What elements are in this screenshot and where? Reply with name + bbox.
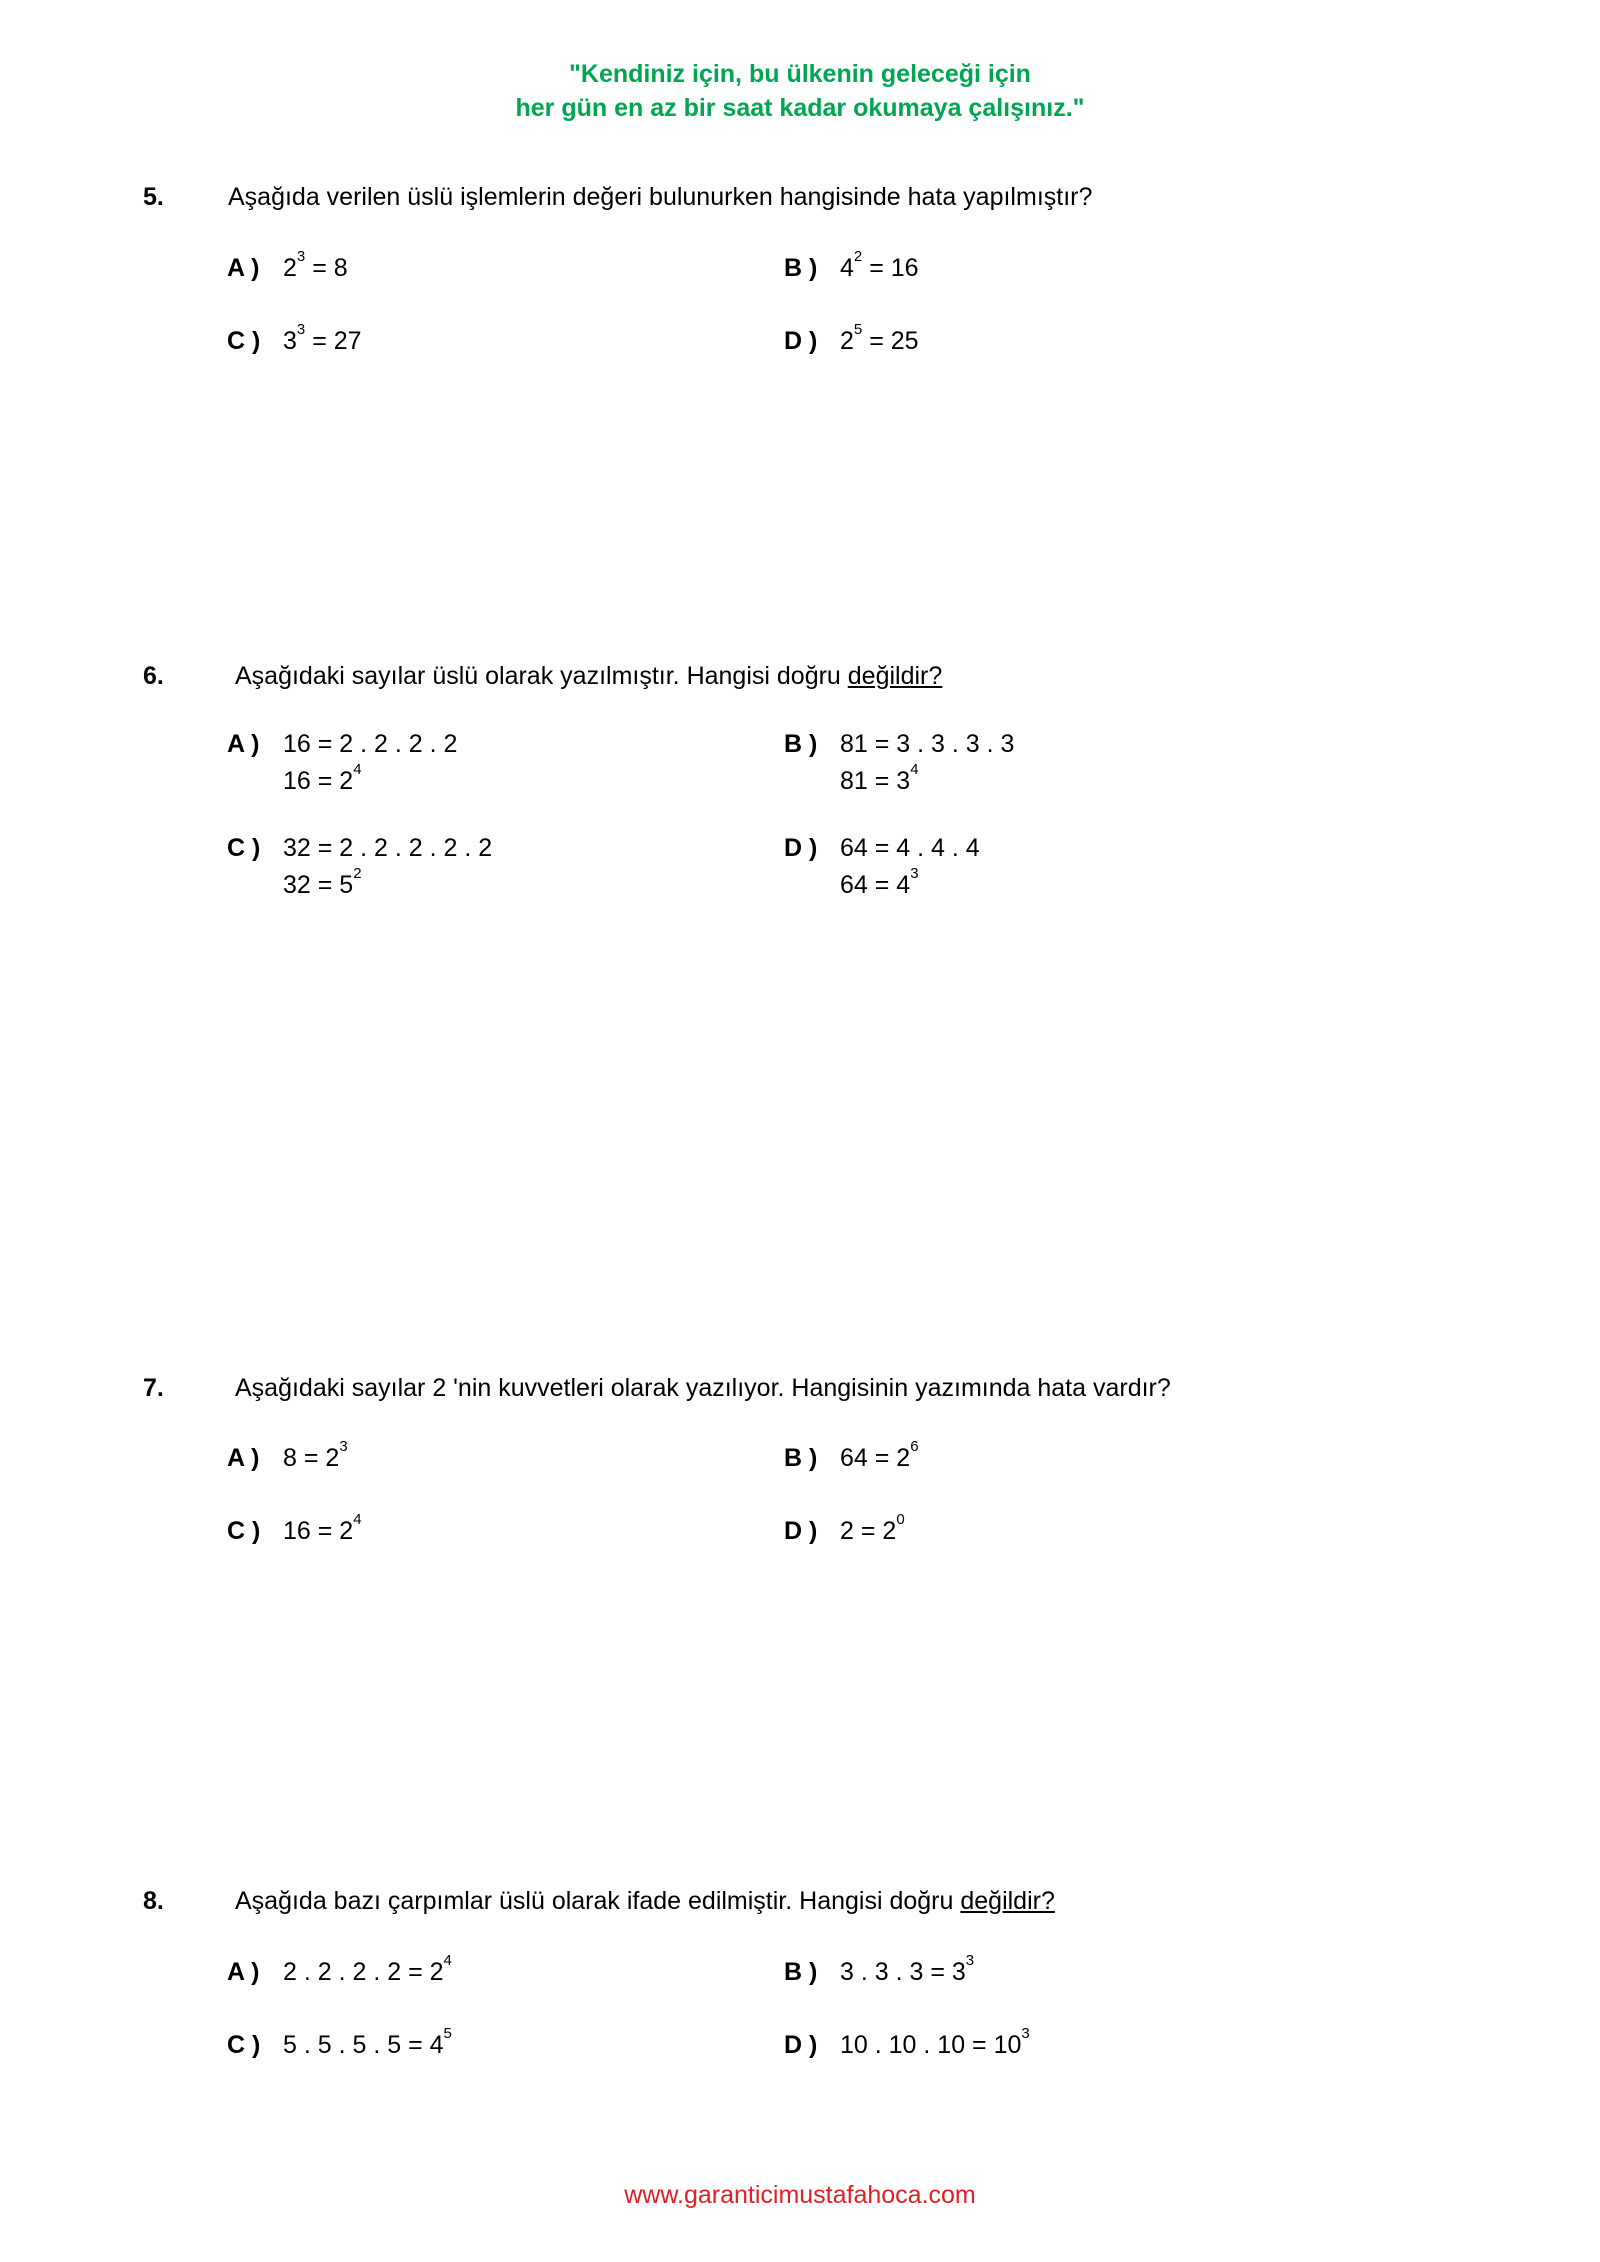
q8-d-base: 10 . 10 . 10 = 10 <box>840 2031 1022 2059</box>
q6-a-line-2-base: 16 = 2 <box>283 767 354 795</box>
q6-c-exponent: 2 <box>353 865 362 882</box>
q6-d-line-2 <box>840 865 919 900</box>
q6-d-line-1: 64 = 4 . 4 . 4 <box>840 834 980 862</box>
question-5-number: 5. <box>143 183 164 211</box>
q6-option-b[interactable] <box>784 730 1014 759</box>
option-letter: C ) <box>227 834 261 862</box>
option-letter: A ) <box>227 1958 260 1986</box>
q6-c-line-2-base: 32 = 5 <box>283 871 354 899</box>
q6-option-a[interactable] <box>227 730 457 759</box>
question-6-text-main: Aşağıdaki sayılar üslü olarak yazılmıştır. Hangisi doğru <box>235 662 848 690</box>
q6-d-exponent: 3 <box>910 865 919 882</box>
q7-option-d[interactable] <box>784 1511 905 1546</box>
option-letter: B ) <box>784 254 818 282</box>
question-6-text-underlined: değildir? <box>847 662 943 690</box>
q7-option-b[interactable] <box>784 1438 919 1473</box>
option-letter: D ) <box>784 327 818 355</box>
option-letter: A ) <box>227 730 260 758</box>
q8-c-exponent: 5 <box>443 2025 452 2042</box>
q5-a-result: = 8 <box>305 254 348 282</box>
q5-b-exponent: 2 <box>853 248 863 265</box>
q8-option-d[interactable] <box>784 2025 1030 2060</box>
q7-option-c[interactable] <box>227 1511 362 1546</box>
option-letter: C ) <box>227 327 261 355</box>
q8-a-base: 2 . 2 . 2 . 2 = 2 <box>283 1958 444 1986</box>
question-7-text: Aşağıdaki sayılar 2 'nin kuvvetleri olarak yazılıyor. Hangisinin yazımında hata vardır? <box>235 1374 1171 1402</box>
q5-c-result: = 27 <box>305 327 362 355</box>
q5-b-result: = 16 <box>862 254 919 282</box>
question-8-text-underlined: değildir? <box>960 1887 1055 1915</box>
q6-option-d[interactable] <box>784 834 980 863</box>
q7-b-base: 64 = 2 <box>840 1444 911 1472</box>
q7-d-exponent: 0 <box>896 1511 905 1528</box>
q6-b-line-2-base: 81 = 3 <box>840 767 911 795</box>
question-8-text-main: Aşağıda bazı çarpımlar üslü olarak ifade edilmiştir. Hangisi doğru <box>235 1887 961 1915</box>
q5-option-a[interactable] <box>227 248 348 283</box>
q5-option-c[interactable] <box>227 321 362 356</box>
option-letter: B ) <box>784 1958 818 1986</box>
question-5-text: Aşağıda verilen üslü işlemlerin değeri bulunurken hangisinde hata yapılmıştır? <box>228 183 1093 211</box>
q8-b-base: 3 . 3 . 3 = 3 <box>840 1958 966 1986</box>
q8-option-c[interactable] <box>227 2025 452 2060</box>
q5-d-base: 2 <box>840 327 854 355</box>
q7-c-base: 16 = 2 <box>283 1517 354 1545</box>
q8-option-b[interactable] <box>784 1952 975 1987</box>
question-6-text <box>235 662 942 691</box>
question-6-number: 6. <box>143 662 164 690</box>
option-letter: C ) <box>227 2031 261 2059</box>
option-letter: C ) <box>227 1517 261 1545</box>
option-letter: B ) <box>784 730 818 758</box>
q6-b-line-2 <box>840 761 919 796</box>
q7-a-exponent: 3 <box>339 1438 348 1455</box>
q6-d-line-2-base: 64 = 4 <box>840 871 911 899</box>
q6-b-exponent: 4 <box>910 761 919 778</box>
q5-a-exponent: 3 <box>296 248 306 265</box>
question-8-text <box>235 1887 1055 1916</box>
question-8-number: 8. <box>143 1887 164 1915</box>
q7-d-base: 2 = 2 <box>840 1517 897 1545</box>
q6-a-exponent: 4 <box>353 761 362 778</box>
q5-d-exponent: 5 <box>853 321 863 338</box>
option-letter: D ) <box>784 1517 818 1545</box>
option-letter: D ) <box>784 834 818 862</box>
q6-a-line-1: 16 = 2 . 2 . 2 . 2 <box>283 730 458 758</box>
motto-line-1: "Kendiniz için, bu ülkenin geleceği için <box>569 60 1031 88</box>
option-letter: D ) <box>784 2031 818 2059</box>
q6-option-c[interactable] <box>227 834 492 863</box>
q8-option-a[interactable] <box>227 1952 452 1987</box>
q6-b-line-1: 81 = 3 . 3 . 3 . 3 <box>840 730 1015 758</box>
q7-a-base: 8 = 2 <box>283 1444 340 1472</box>
q8-c-base: 5 . 5 . 5 . 5 = 4 <box>283 2031 444 2059</box>
q5-c-exponent: 3 <box>296 321 306 338</box>
option-letter: B ) <box>784 1444 818 1472</box>
footer-website-link[interactable]: www.garanticimustafahoca.com <box>624 2181 976 2209</box>
option-letter: A ) <box>227 1444 260 1472</box>
q5-a-base: 2 <box>283 254 297 282</box>
q5-option-b[interactable] <box>784 248 919 283</box>
q5-d-result: = 25 <box>862 327 919 355</box>
q5-b-base: 4 <box>840 254 854 282</box>
q7-b-exponent: 6 <box>910 1438 919 1455</box>
q6-c-line-2 <box>283 865 362 900</box>
q8-b-exponent: 3 <box>965 1952 975 1969</box>
q8-d-exponent: 3 <box>1021 2025 1030 2042</box>
option-letter: A ) <box>227 254 260 282</box>
motto-line-2: her gün en az bir saat kadar okumaya çalışınız." <box>515 94 1085 122</box>
q7-c-exponent: 4 <box>353 1511 362 1528</box>
question-7-number: 7. <box>143 1374 164 1402</box>
q6-a-line-2 <box>283 761 362 796</box>
q7-option-a[interactable] <box>227 1438 348 1473</box>
q6-c-line-1: 32 = 2 . 2 . 2 . 2 . 2 <box>283 834 493 862</box>
q5-option-d[interactable] <box>784 321 919 356</box>
q5-c-base: 3 <box>283 327 297 355</box>
q8-a-exponent: 4 <box>443 1952 452 1969</box>
